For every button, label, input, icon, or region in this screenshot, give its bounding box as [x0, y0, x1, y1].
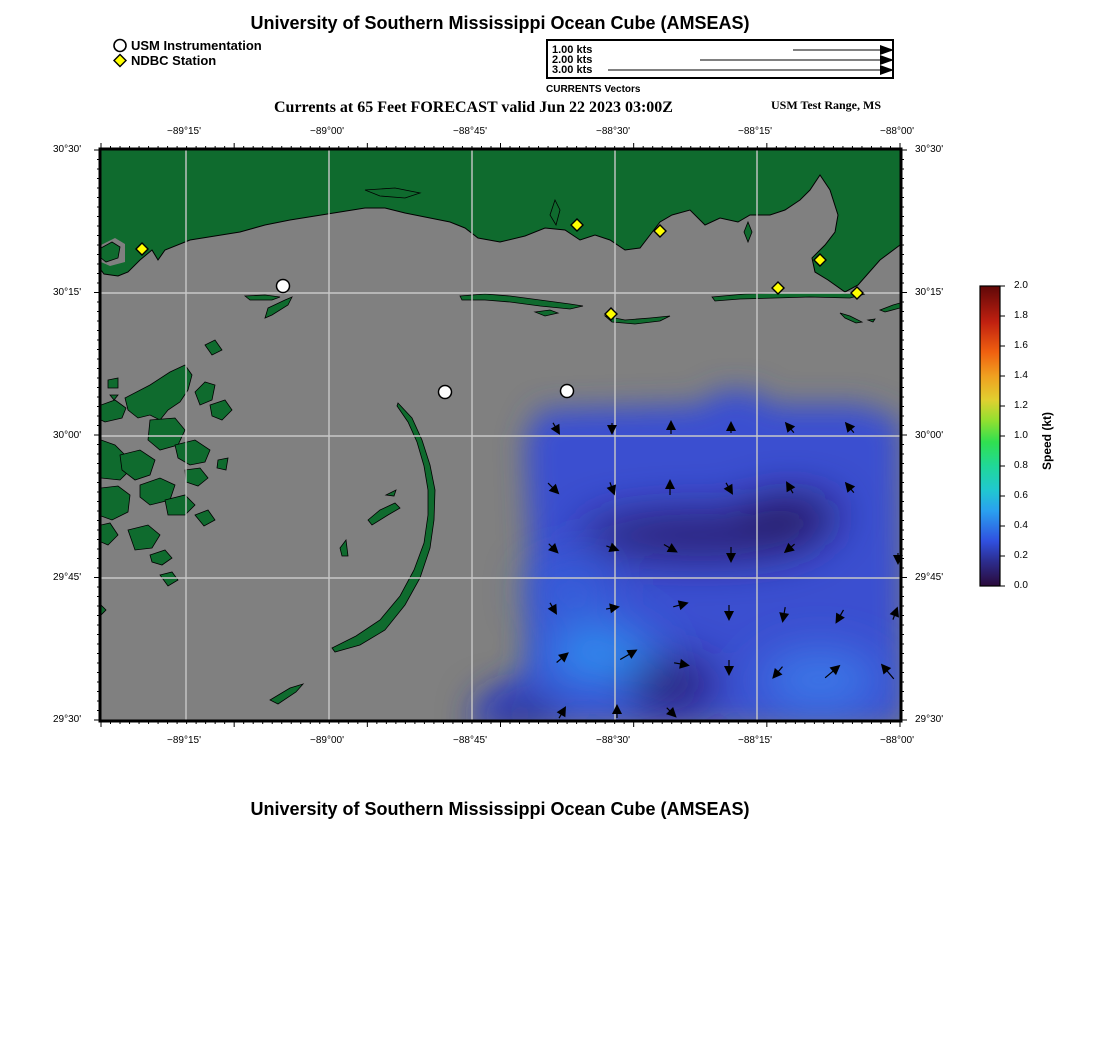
y-tick-right-1: 30°30' [915, 144, 944, 155]
colorbar-tick-label: 0.6 [1014, 490, 1028, 501]
y-tick-left-4: 29°45' [53, 572, 82, 583]
colorbar-tick-label: 0.0 [1014, 580, 1028, 591]
colorbar-title: Speed (kt) [1040, 411, 1054, 470]
usm-station-1-icon [277, 280, 290, 293]
usm-station-2-icon [439, 386, 452, 399]
y-tick-left-3: 30°00' [53, 430, 82, 441]
x-tick-bottom-2: −89°00' [310, 735, 344, 746]
x-tick-top-2: −89°00' [310, 126, 344, 137]
x-tick-top-5: −88°15' [738, 126, 772, 137]
usm-station-3-icon [561, 385, 574, 398]
legend-usm-label: USM Instrumentation [131, 38, 262, 53]
x-tick-bottom-3: −88°45' [453, 735, 487, 746]
vector-scale-label-3: 3.00 kts [552, 64, 593, 76]
map-subtitle: Currents at 65 Feet FORECAST valid Jun 22 2023 03:00Z [274, 99, 673, 116]
vector-caption: CURRENTS Vectors [546, 84, 641, 95]
x-tick-top-3: −88°45' [453, 126, 487, 137]
x-tick-bottom-5: −88°15' [738, 735, 772, 746]
x-tick-bottom-6: −88°00' [880, 735, 914, 746]
colorbar-tick-label: 0.4 [1014, 520, 1028, 531]
colorbar-tick-label: 1.4 [1014, 370, 1028, 381]
vector-scale-label-1: 1.00 kts [552, 44, 593, 56]
y-tick-right-2: 30°15' [915, 287, 944, 298]
colorbar-tick-label: 2.0 [1014, 280, 1028, 291]
x-tick-top-1: −89°15' [167, 126, 201, 137]
legend-ndbc-label: NDBC Station [131, 53, 217, 68]
x-tick-top-6: −88°00' [880, 126, 914, 137]
colorbar-tick-label: 0.8 [1014, 460, 1028, 471]
y-tick-right-3: 30°00' [915, 430, 944, 441]
vector-scale-label-2: 2.00 kts [552, 54, 593, 66]
x-tick-bottom-1: −89°15' [167, 735, 201, 746]
colorbar-tick-label: 1.6 [1014, 340, 1028, 351]
region-label: USM Test Range, MS [771, 98, 882, 112]
colorbar-tick-label: 1.8 [1014, 310, 1028, 321]
y-tick-left-1: 30°30' [53, 144, 82, 155]
colorbar-tick-label: 1.0 [1014, 430, 1028, 441]
y-tick-right-5: 29°30' [915, 714, 944, 725]
y-tick-left-2: 30°15' [53, 287, 82, 298]
map-title-bottom: University of Southern Mississippi Ocean Cube (AMSEAS) [250, 799, 750, 819]
x-tick-bottom-4: −88°30' [596, 735, 630, 746]
colorbar-tick-label: 0.2 [1014, 550, 1028, 561]
map-title: University of Southern Mississippi Ocean Cube (AMSEAS) [250, 13, 750, 33]
x-tick-top-4: −88°30' [596, 126, 630, 137]
colorbar-tick-label: 1.2 [1014, 400, 1028, 411]
y-tick-right-4: 29°45' [915, 572, 944, 583]
y-tick-left-5: 29°30' [53, 714, 82, 725]
speed-colorbar [975, 282, 1015, 592]
